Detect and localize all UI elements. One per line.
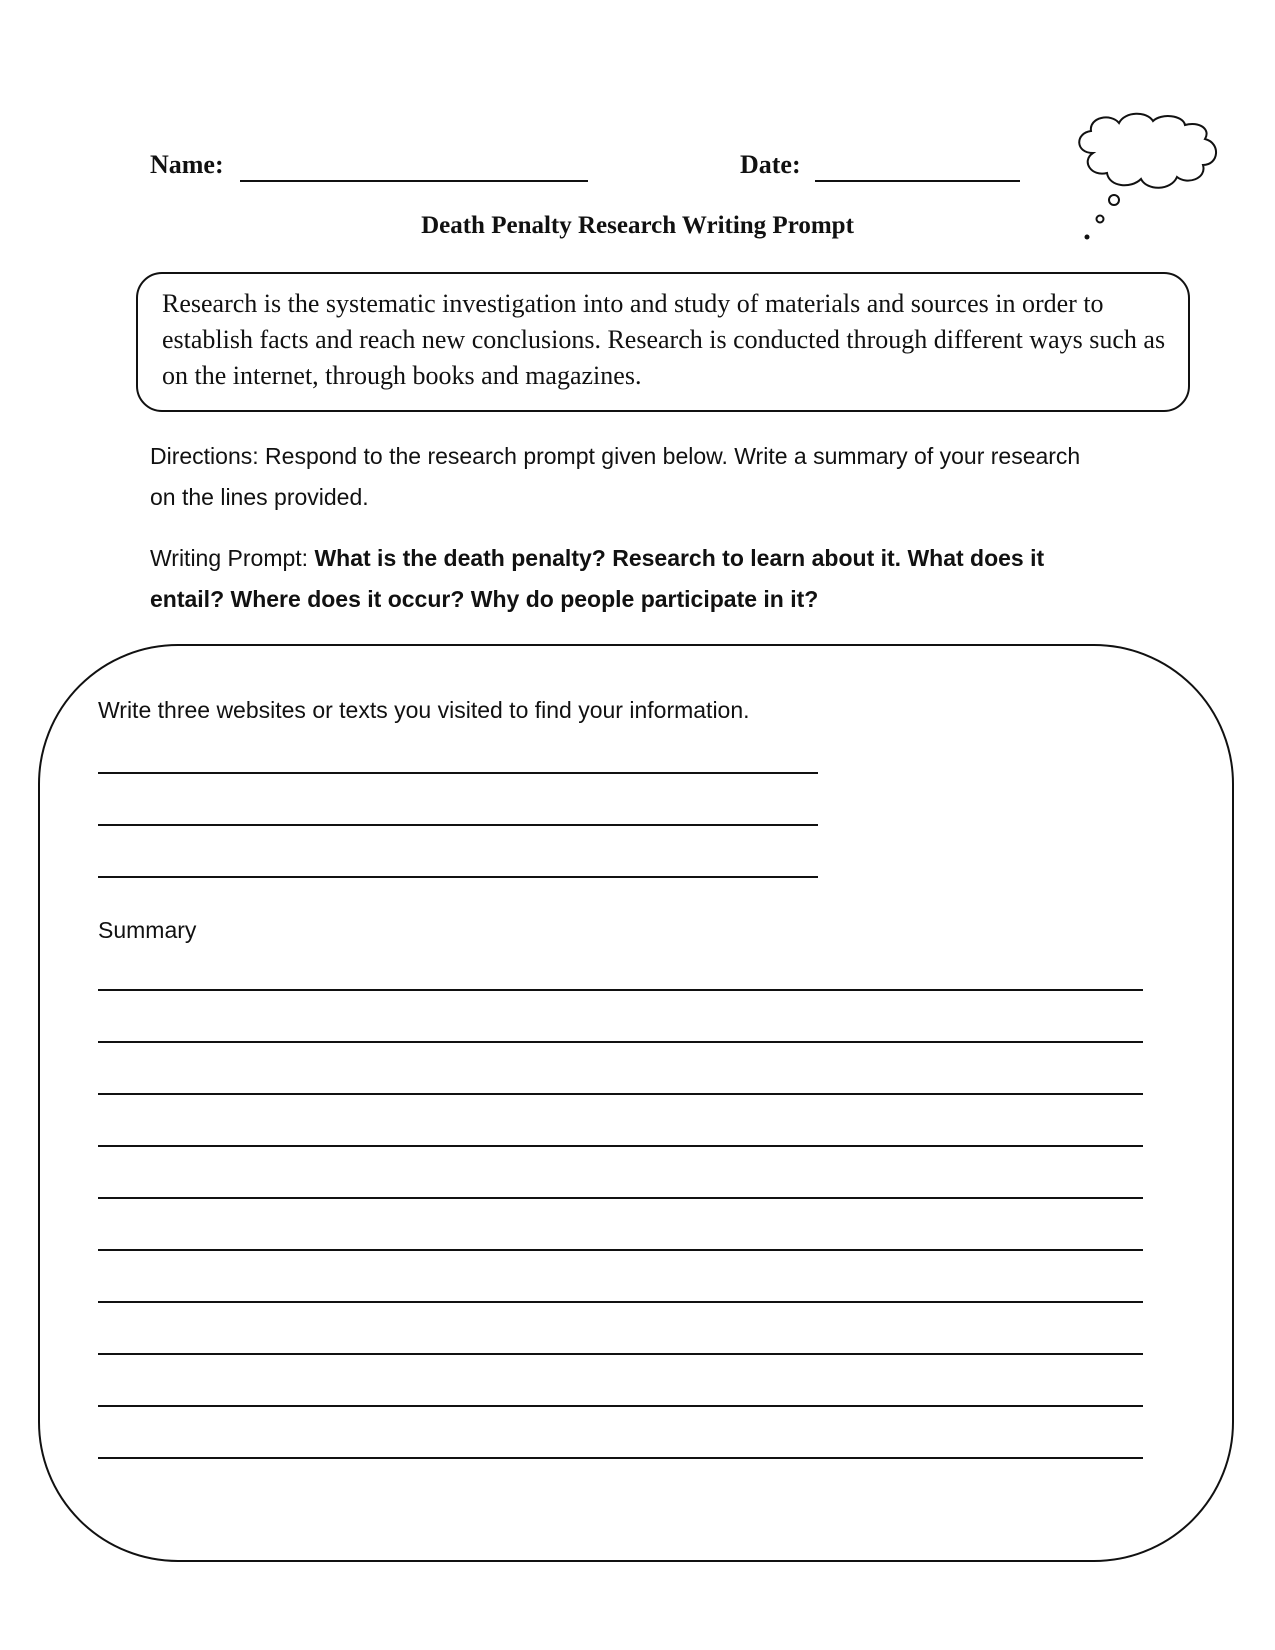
summary-write-line[interactable] [98, 989, 1143, 991]
directions [150, 436, 1110, 518]
directions-label: Directions: [150, 443, 259, 469]
source-write-line[interactable] [98, 824, 818, 826]
date-label: Date: [740, 150, 801, 179]
writing-prompt-text: What is the death penalty? Research to learn about it. What does it entail? Where does it occur? Why do people participate in it? [150, 545, 1045, 612]
summary-write-line[interactable] [98, 1145, 1143, 1147]
page-title: Death Penalty Research Writing Prompt [421, 212, 854, 239]
name-label: Name: [150, 150, 224, 179]
directions-text: Respond to the research prompt given below. Write a summary of your research on the lines provided. [150, 443, 1081, 510]
writing-prompt-label: Writing Prompt: [150, 545, 309, 571]
writing-prompt [150, 538, 1110, 620]
source-write-line[interactable] [98, 876, 818, 878]
summary-write-line[interactable] [98, 1197, 1143, 1199]
name-field[interactable] [240, 180, 588, 182]
definition-text: Research is the systematic investigation into and study of materials and sources in order to establish facts and reach new conclusions. Research is conducted through different ways such as on the internet, through books and magazines. [162, 289, 1166, 390]
sources-instruction: Write three websites or texts you visited to find your information. [98, 697, 750, 723]
summary-label: Summary [98, 917, 197, 943]
summary-write-line[interactable] [98, 1093, 1143, 1095]
summary-write-line[interactable] [98, 1301, 1143, 1303]
summary-write-line[interactable] [98, 1249, 1143, 1251]
source-write-line[interactable] [98, 772, 818, 774]
summary-write-line[interactable] [98, 1457, 1143, 1459]
summary-write-line[interactable] [98, 1041, 1143, 1043]
response-box [38, 644, 1234, 1562]
summary-write-line[interactable] [98, 1353, 1143, 1355]
summary-write-line[interactable] [98, 1405, 1143, 1407]
date-field[interactable] [815, 180, 1020, 182]
definition-box [136, 272, 1190, 412]
